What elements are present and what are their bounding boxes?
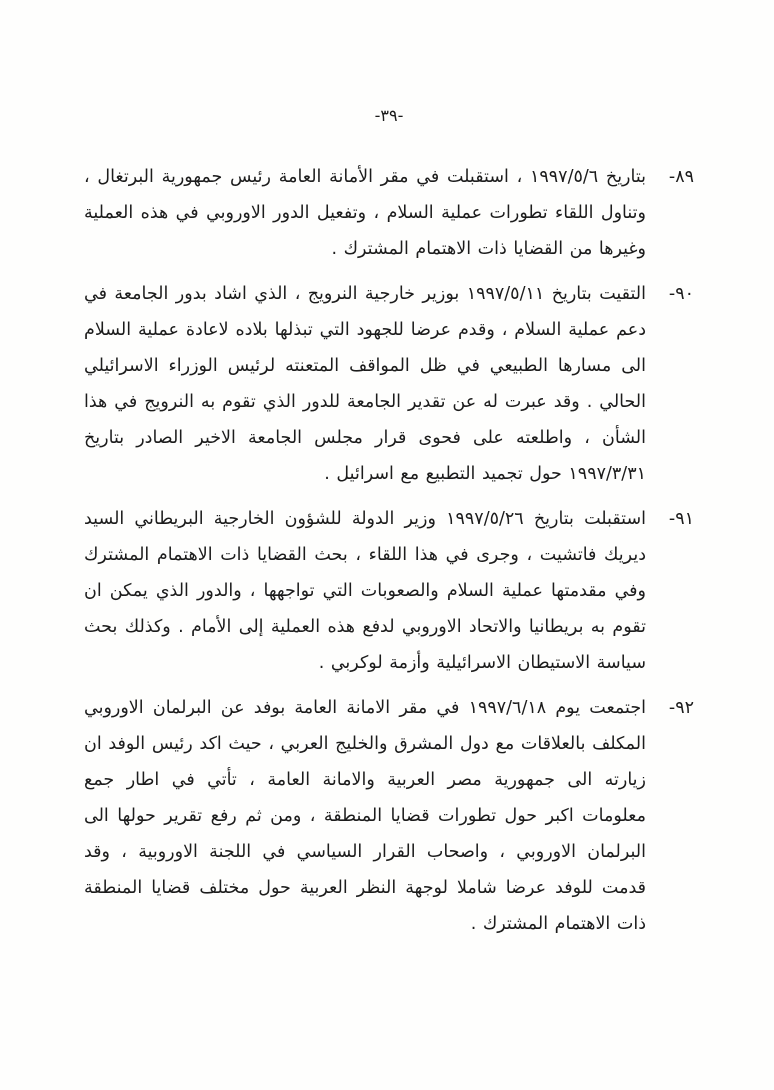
paragraph-89 (84, 159, 694, 267)
paragraph-text: التقيت بتاريخ ١٩٩٧/٥/١١ بوزير خارجية النرويج ، الذي اشاد بدور الجامعة في دعم عملية السلام ، وقدم عرضا للجهود التي تبذلها بلاده لاعادة عملية السلام الى مسارها الطبيعي في ظل المواقف المتعنته لرئيس الوزراء الاسرائيلي الحالي . وقد عبرت له عن تقدير الجامعة للدور الذي تقوم به النرويج في هذا الشأن ، واطلعته على فحوى قرار مجلس الجامعة الاخير الصادر بتاريخ ١٩٩٧/٣/٣١ حول تجميد التطبيع مع اسرائيل . (84, 284, 646, 484)
paragraph-91 (84, 501, 694, 681)
paragraph-text: استقبلت بتاريخ ١٩٩٧/٥/٢٦ وزير الدولة للشؤون الخارجية البريطاني السيد ديريك فاتشيت ، وجرى في هذا اللقاء ، بحث القضايا ذات الاهتمام المشترك وفي مقدمتها عملية السلام والصعوبات التي تواجهها ، والدور الذي يمكن ان تقوم به بريطانيا والاتحاد الاوروبي لدفع هذه العملية إلى الأمام . وكذلك بحث سياسة الاستيطان الاسرائيلية وأزمة لوكربي . (84, 509, 646, 673)
page-number: -٣٩- (374, 106, 404, 125)
paragraph-90 (84, 276, 694, 492)
paragraph-text: اجتمعت يوم ١٩٩٧/٦/١٨ في مقر الامانة العامة بوفد عن البرلمان الاوروبي المكلف بالعلاقات مع دول المشرق والخليج العربي ، حيث اكد رئيس الوفد ان زيارته الى جمهورية مصر العربية والامانة العامة ، تأتي في اطار جمع معلومات اكبر حول تطورات قضايا المنطقة ، ومن ثم رفع تقرير حولها الى البرلمان الاوروبي ، واصحاب القرار السياسي في اللجنة الاوروبية ، وقد قدمت للوفد عرضا شاملا لوجهة النظر العربية حول مختلف قضايا المنطقة ذات الاهتمام المشترك . (84, 698, 646, 934)
paragraph-92 (84, 690, 694, 942)
paragraph-text: بتاريخ ١٩٩٧/٥/٦ ، استقبلت في مقر الأمانة العامة رئيس جمهورية البرتغال ، وتناول اللقاء تطورات عملية السلام ، وتفعيل الدور الاوروبي في هذه العملية وغيرها من القضايا ذات الاهتمام المشترك . (84, 167, 646, 259)
paragraph-number: ٩٠- (668, 284, 694, 304)
paragraph-number: ٩١- (668, 509, 694, 529)
paragraph-number: ٩٢- (668, 698, 694, 718)
paragraph-number: ٨٩- (668, 167, 694, 187)
